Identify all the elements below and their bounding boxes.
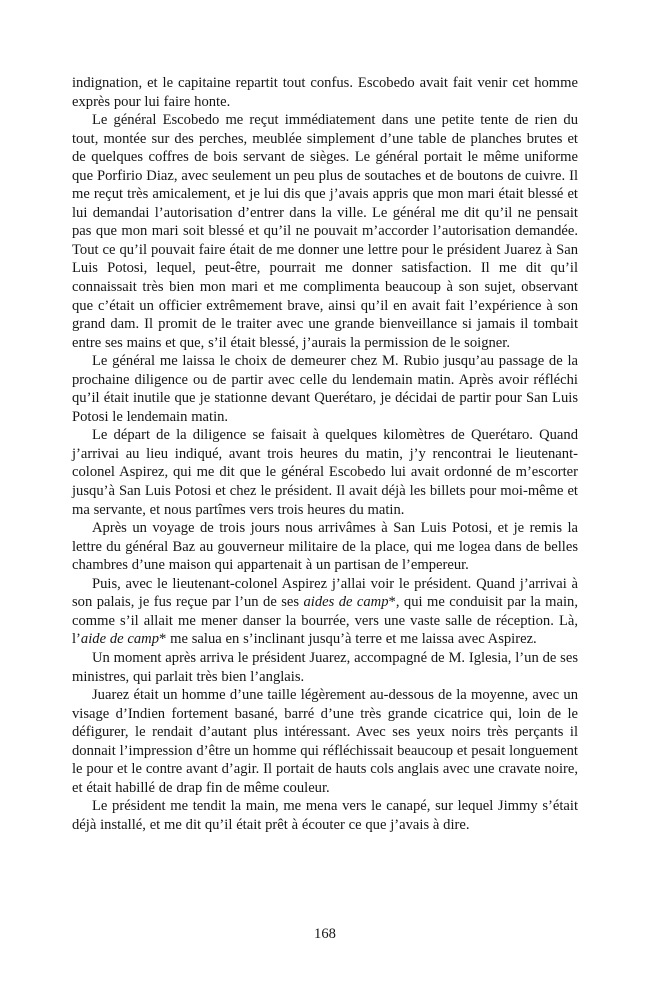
body-text-column (72, 74, 578, 834)
paragraph-4: Le départ de la diligence se faisait à quelques kilomètres de Querétaro. Quand j’arrivai au lieu indiqué, avant trois heures du matin, j’y rencontrai le lieutenant-colonel Aspirez, qui me dit que le général Escobedo lui avait ordonné de m’escorter jusqu’à San Luis Potosi et chez le président. Il avait déjà les billets pour moi-même et ma servante, et nous partîmes vers trois heures du matin. (72, 427, 578, 518)
paragraph-8: Juarez était un homme d’une taille légèrement au-dessous de la moyenne, avec un visage d’Indien fortement basané, barré d’une très grande cicatrice qui, loin de le défigurer, le rendait d’autant plus intéressant. Avec ses yeux noirs très perçants il donnait l’impression d’être un homme qui réfléchissait beaucoup et pesait longuement le pour et le contre avant d’agir. Il portait de hauts cols anglais avec une cravate noire, et était habillé de drap fin de même couleur. (72, 687, 578, 796)
text-run: *, qui me conduisit par la main, comme s’il allait me mener danser la bourrée, vers une vaste salle de réception. Là, l’ (72, 594, 578, 648)
italic-phrase: aide de camp (80, 631, 160, 648)
paragraph-3: Le général me laissa le choix de demeurer chez M. Rubio jusqu’au passage de la prochaine diligence ou de partir avec celle du lendemain matin. Après avoir réfléchi qu’il était inutile que je stationne devant Querétaro, je décidai de partir pour San Luis Potosi le lendemain matin. (72, 353, 578, 425)
paragraph-5: Après un voyage de trois jours nous arrivâmes à San Luis Potosi, et je remis la lettre du général Baz au gouverneur militaire de la place, qui me logea dans de belles chambres d’une maison qui appartenait à un partisan de l’empereur. (72, 520, 578, 574)
text-run: * me salua en s’inclinant jusqu’à terre et me laissa avec Aspirez. (159, 631, 537, 648)
text-run: Puis, avec le lieutenant-colonel Aspirez j’allai voir le président. Quand j’arrivai à son palais, je fus reçue par l’un de ses (72, 575, 578, 611)
paragraph-6 (72, 575, 578, 649)
paragraph-7: Un moment après arriva le président Juarez, accompagné de M. Iglesia, l’un de ses ministres, qui parlait très bien l’anglais. (72, 649, 578, 685)
paragraph-1: indignation, et le capitaine repartit tout confus. Escobedo avait fait venir cet homme exprès pour lui faire honte. (72, 75, 578, 110)
paragraph-9: Le président me tendit la main, me mena vers le canapé, sur lequel Jimmy s’était déjà installé, et me dit qu’il était prêt à écouter ce que j’avais à dire. (72, 798, 578, 833)
paragraph-2: Le général Escobedo me reçut immédiatement dans une petite tente de rien du tout, montée sur des perches, meublée simplement d’une table de planches brutes et de quelques coffres de bois servant de sièges. Le général portait le même uniforme que Porfirio Diaz, avec seulement un peu plus de soutaches et de boutons de cuivre. Il me reçut très amicalement, et je lui dis que j’avais appris que mon mari était blessé et lui demandai l’autorisation d’entrer dans la ville. Le général me dit qu’il ne pensait pas que mon mari soit blessé et qu’il ne pouvait m’accorder l’autorisation demandée. Tout ce qu’il pouvait faire était de me donner une lettre pour le président Juarez à San Luis Potosi, lequel, peut-être, pourrait me donner satisfaction. Il me dit qu’il connaissait très bien mon mari et me complimenta beaucoup à son sujet, observant que c’était un officier extrêmement brave, ainsi qu’il en avait fait l’expérience à son grand dam. Il promit de le traiter avec une grande bienveillance si jamais il tombait entre ses mains et que, s’il était blessé, j’aurais la permission de le soigner. (72, 112, 578, 351)
page-number: 168 (314, 926, 336, 942)
italic-phrase: aides de camp (303, 594, 389, 611)
